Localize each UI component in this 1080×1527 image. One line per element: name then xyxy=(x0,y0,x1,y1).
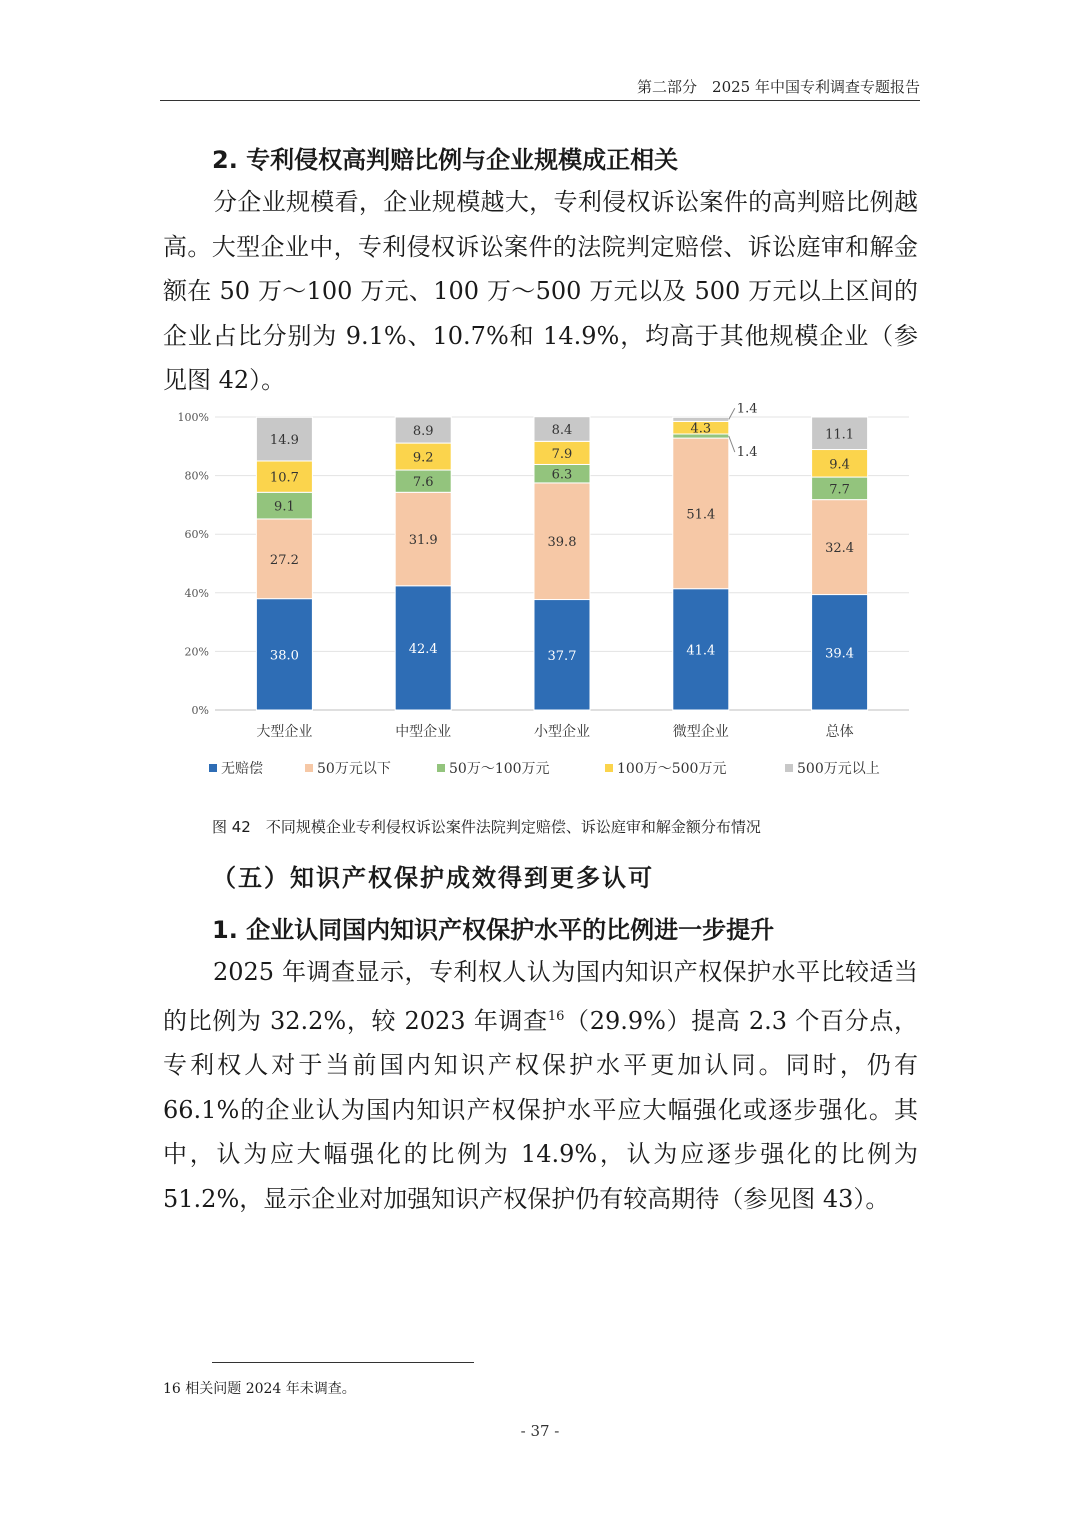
data-label: 10.7 xyxy=(269,470,299,486)
figure-caption: 图 42 不同规模企业专利侵权诉讼案件法院判定赔偿、诉讼庭审和解金额分布情况 xyxy=(212,818,761,836)
x-category-label: 微型企业 xyxy=(672,724,729,740)
y-tick-label: 0% xyxy=(191,704,209,717)
paragraph-compensation-by-size: 分企业规模看，企业规模越大，专利侵权诉讼案件的高判赔比例越高。大型企业中，专利侵权诉讼案件的法院判定赔偿、诉讼庭审和解金额在 50 万～100 万元、100 万～500 万元以及 500 万元以上区间的企业占比分别为 9.1%、10.7%和 14.9%，均高于其他规模企业（参见图 42）。 xyxy=(163,188,918,394)
running-header: 第二部分 2025 年中国专利调查专题报告 xyxy=(637,78,920,96)
data-label: 9.2 xyxy=(412,450,434,466)
legend-label: 50万元以下 xyxy=(317,761,391,777)
x-category-label: 中型企业 xyxy=(395,724,452,740)
label-leader-line xyxy=(729,436,735,452)
data-label: 7.9 xyxy=(551,446,573,462)
legend-label: 无赔偿 xyxy=(221,761,263,777)
label-leader-line xyxy=(729,408,735,419)
y-tick-label: 100% xyxy=(177,411,209,424)
data-label: 8.4 xyxy=(551,423,573,439)
data-label: 27.2 xyxy=(269,552,299,568)
y-tick-label: 20% xyxy=(184,645,209,659)
data-label: 31.9 xyxy=(408,533,438,549)
data-label: 39.8 xyxy=(547,535,577,551)
x-category-label: 总体 xyxy=(825,724,854,740)
data-label: 4.3 xyxy=(690,421,712,437)
x-category-label: 小型企业 xyxy=(534,724,590,740)
data-label: 41.4 xyxy=(686,643,716,659)
page-number: - 37 - xyxy=(520,1422,560,1440)
legend-swatch xyxy=(437,764,445,772)
data-label: 7.6 xyxy=(412,475,434,491)
legend-label: 100万～500万元 xyxy=(617,761,727,777)
legend-swatch xyxy=(209,764,217,772)
section-heading-patent-compensation: 2. 专利侵权高判赔比例与企业规模成正相关 xyxy=(212,146,679,174)
legend-label: 500万元以上 xyxy=(797,761,880,777)
data-label: 9.1 xyxy=(274,499,295,515)
data-label: 39.4 xyxy=(825,646,855,662)
data-label: 11.1 xyxy=(825,427,855,443)
data-label: 1.4 xyxy=(736,403,758,417)
data-label: 6.3 xyxy=(551,467,573,483)
legend-swatch xyxy=(305,764,313,772)
data-label: 32.4 xyxy=(825,541,855,557)
paragraph-ip-protection-level xyxy=(163,950,918,1221)
legend-label: 50万～100万元 xyxy=(449,761,550,777)
paragraph-text-part2: （29.9%）提高 2.3 个百分点，专利权人对于当前国内知识产权保护水平更加认同。同时，仍有 66.1%的企业认为国内知识产权保护水平应大幅强化或逐步强化。其中，认为应大幅强化的比例为 14.9%，认为应逐步强化的比例为 51.2%，显示企业对加强知识产权保护仍有较高期待（参见图 43）。 xyxy=(163,1006,918,1213)
footnote-reference[interactable]: 16 xyxy=(547,1008,565,1024)
data-label: 42.4 xyxy=(408,641,438,657)
data-label: 8.9 xyxy=(412,424,434,440)
header-divider xyxy=(160,100,920,101)
stacked-bar-chart xyxy=(163,403,923,803)
data-label: 37.7 xyxy=(547,648,577,664)
paragraph-text-part1: 2025 年调查显示，专利权人认为国内知识产权保护水平比较适当的比例为 32.2%，较 2023 年调查 xyxy=(163,958,918,1035)
x-category-label: 大型企业 xyxy=(256,724,313,740)
data-label: 51.4 xyxy=(686,507,716,523)
footnote-divider xyxy=(212,1362,474,1363)
subsection-heading-recognition: 1. 企业认同国内知识产权保护水平的比例进一步提升 xyxy=(212,916,775,944)
y-tick-label: 40% xyxy=(184,586,209,600)
section-heading-ip-protection: （五）知识产权保护成效得到更多认可 xyxy=(212,863,654,892)
data-label: 14.9 xyxy=(269,433,299,449)
figure-42-chart xyxy=(163,403,923,803)
data-label: 9.4 xyxy=(829,457,850,473)
footnote: 16 相关问题 2024 年未调查。 xyxy=(163,1381,356,1397)
data-label: 38.0 xyxy=(269,648,299,664)
data-label: 7.7 xyxy=(829,482,850,498)
legend-swatch xyxy=(605,764,613,772)
y-tick-label: 60% xyxy=(184,528,209,542)
y-tick-label: 80% xyxy=(184,469,209,483)
data-label: 1.4 xyxy=(736,445,758,461)
legend-swatch xyxy=(785,764,793,772)
